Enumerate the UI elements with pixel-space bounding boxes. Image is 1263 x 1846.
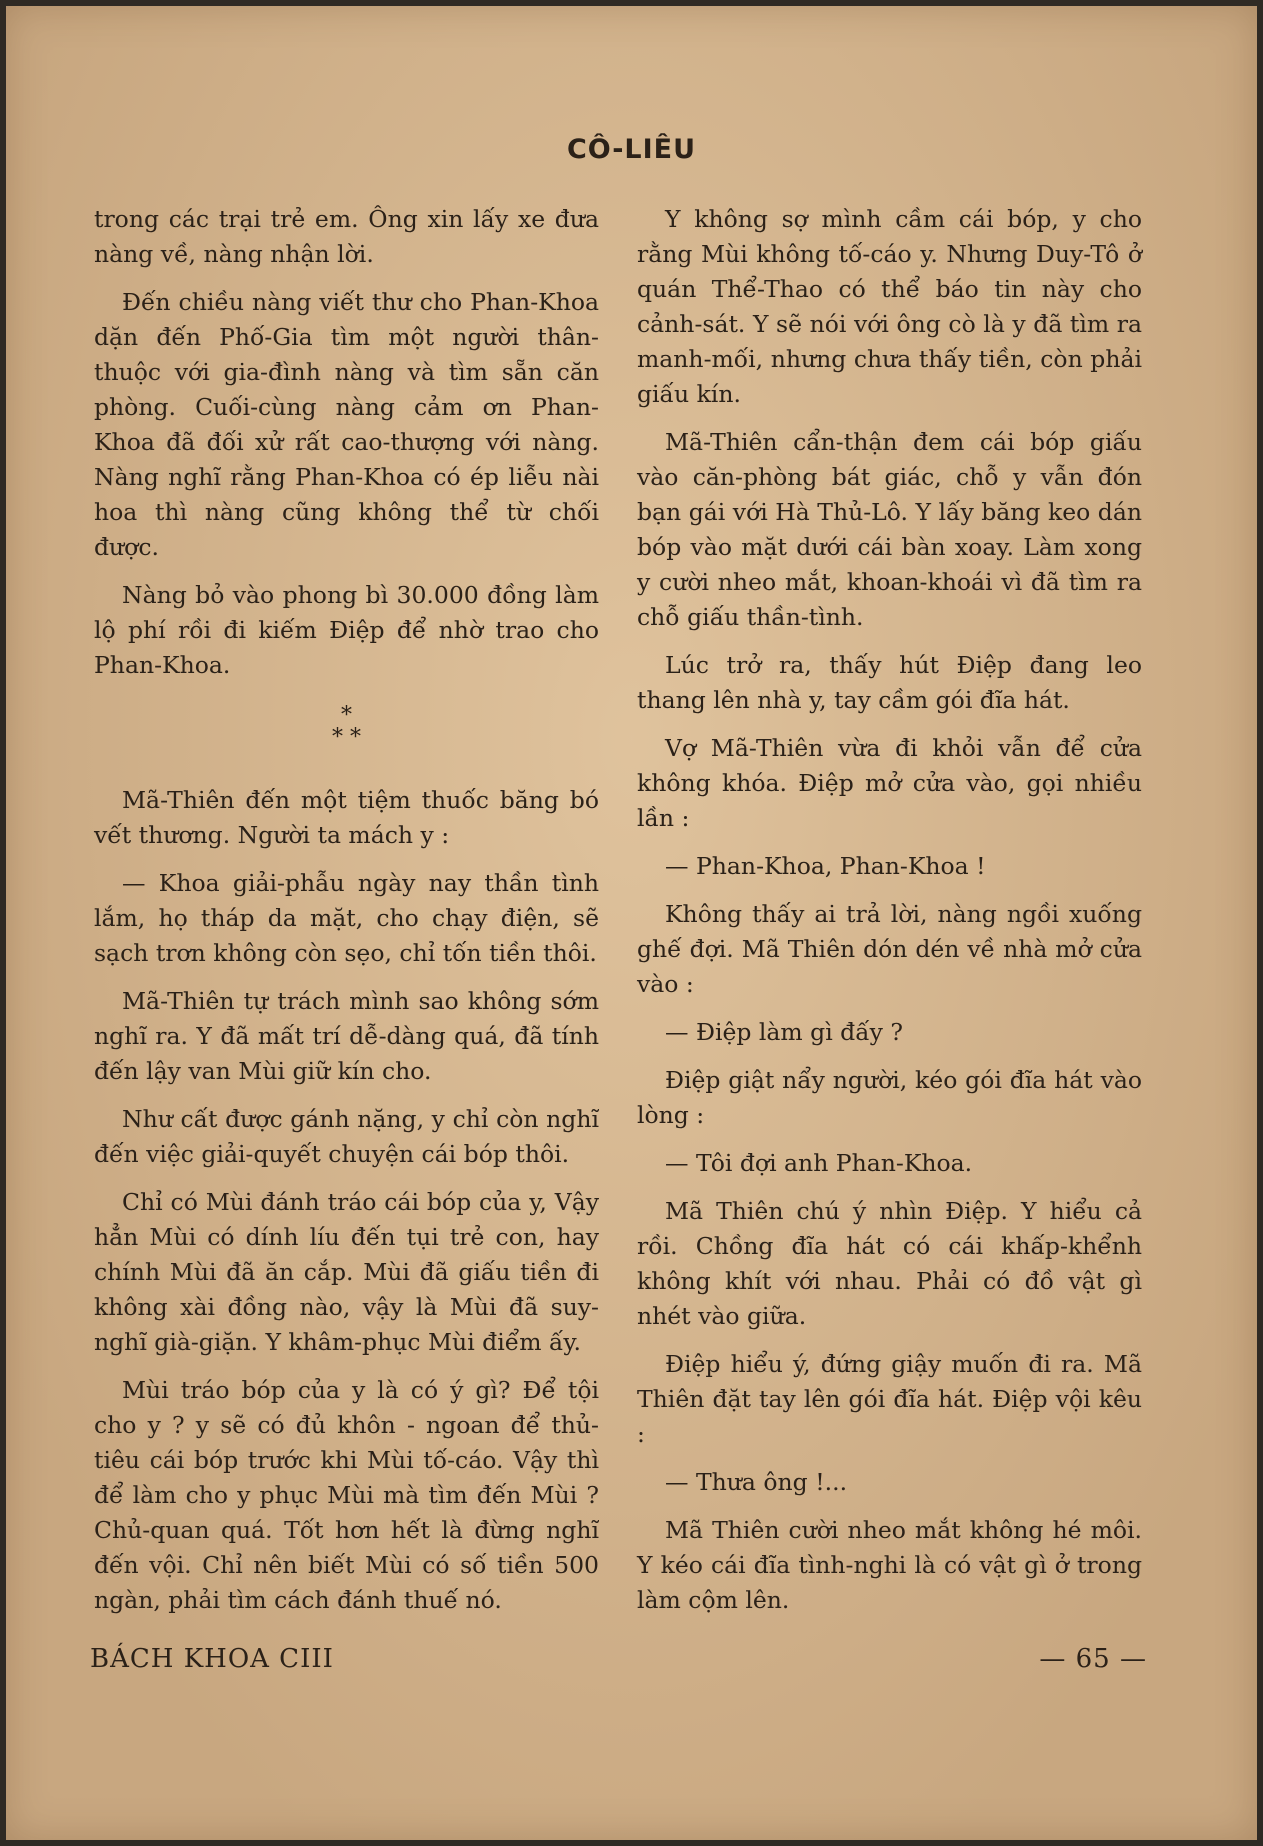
book-page [6,6,1257,1840]
paragraph: Như cất được gánh nặng, y chỉ còn nghĩ đến việc giải-quyết chuyện cái bóp thôi. [94,1105,599,1168]
paragraph: Y không sợ mình cầm cái bóp, y cho rằng Mùi không tố-cáo y. Nhưng Duy-Tô ở quán Thể-Thao có thể báo tin này cho cảnh-sát. Y sẽ nói với ông cò là y đã tìm ra manh-mối, nhưng chưa thấy tiền, còn phải giấu kín. [637,205,1142,408]
paragraph: Chỉ có Mùi đánh tráo cái bóp của y, Vậy hẳn Mùi có dính líu đến tụi trẻ con, hay chính Mùi đã ăn cắp. Mùi đã giấu tiền đi không xài đồng nào, vậy là Mùi đã suy-nghĩ già-giặn. Y khâm-phục Mùi điểm ấy. [94,1188,599,1356]
paragraph: Mã Thiên cười nheo mắt không hé môi. Y kéo cái đĩa tình-nghi là có vật gì ở trong làm cộm lên. [637,1516,1142,1614]
right-column [637,202,1142,1631]
dialogue-line: — Điệp làm gì đấy ? [665,1018,903,1046]
paragraph: Điệp hiểu ý, đứng giậy muốn đi ra. Mã Thiên đặt tay lên gói đĩa hát. Điệp vội kêu : [637,1350,1142,1448]
section-break-ornament [94,705,599,749]
dialogue-line: — Phan-Khoa, Phan-Khoa ! [665,852,986,880]
paragraph: Vợ Mã-Thiên vừa đi khỏi vẫn để cửa không khóa. Điệp mở cửa vào, gọi nhiều lần : [637,734,1142,832]
page-number: — 65 — [1039,1644,1147,1674]
paragraph: Nàng bỏ vào phong bì 30.000 đồng làm lộ phí rồi đi kiếm Điệp để nhờ trao cho Phan-Khoa. [94,581,599,679]
dialogue-line: — Tôi đợi anh Phan-Khoa. [665,1149,973,1177]
ornament-top-asterisk: * [341,703,352,728]
running-title: CÔ-LIÊU [566,134,697,165]
paragraph: Mùi tráo bóp của y là có ý gì? Để tội cho y ? y sẽ có đủ khôn - ngoan để thủ-tiêu cái bóp trước khi Mùi tố-cáo. Vậy thì để làm cho y phục Mùi mà tìm đến Mùi ? Chủ-quan quá. Tốt hơn hết là đừng nghĩ đến vội. Chỉ nên biết Mùi có số tiền 500 ngàn, phải tìm cách đánh thuế nó. [94,1376,599,1614]
left-column [94,202,599,1631]
paragraph: Mã Thiên chú ý nhìn Điệp. Y hiểu cả rồi. Chồng đĩa hát có cái khấp-khểnh không khít với nhau. Phải có đồ vật gì nhét vào giữa. [637,1197,1142,1330]
dialogue-line: — Khoa giải-phẫu ngày nay thần tình lắm, họ tháp da mặt, cho chạy điện, sẽ sạch trơn không còn sẹo, chỉ tốn tiền thôi. [94,869,599,967]
paragraph: Mã-Thiên tự trách mình sao không sớm nghĩ ra. Y đã mất trí dễ-dàng quá, đã tính đến lậy van Mùi giữ kín cho. [94,987,599,1085]
ornament-bottom-asterisks: * * [332,725,361,750]
magazine-footer: BÁCH KHOA CIII [90,1644,334,1674]
paragraph: Đến chiều nàng viết thư cho Phan-Khoa dặn đến Phố-Gia tìm một người thân-thuộc với gia-đình nàng và tìm sẵn căn phòng. Cuối-cùng nàng cảm ơn Phan-Khoa đã đối xử rất cao-thượng với nàng. Nàng nghĩ rằng Phan-Khoa có ép liễu nài hoa thì nàng cũng không thể từ chối được. [94,288,599,561]
paragraph: Mã-Thiên cẩn-thận đem cái bóp giấu vào căn-phòng bát giác, chỗ y vẫn đón bạn gái với Hà Thủ-Lô. Y lấy băng keo dán bóp vào mặt dưới cái bàn xoay. Làm xong y cười nheo mắt, khoan-khoái vì đã tìm ra chỗ giấu thần-tình. [637,428,1142,631]
paragraph: Không thấy ai trả lời, nàng ngồi xuống ghế đợi. Mã Thiên dón dén về nhà mở cửa vào : [637,900,1142,998]
paragraph: Điệp giật nẩy người, kéo gói đĩa hát vào lòng : [637,1066,1142,1129]
paragraph: Mã-Thiên đến một tiệm thuốc băng bó vết thương. Người ta mách y : [94,786,599,849]
dialogue-line: — Thưa ông !... [665,1468,848,1496]
paragraph: trong các trại trẻ em. Ông xin lấy xe đưa nàng về, nàng nhận lời. [94,205,599,268]
paragraph: Lúc trở ra, thấy hút Điệp đang leo thang lên nhà y, tay cầm gói đĩa hát. [637,651,1142,714]
